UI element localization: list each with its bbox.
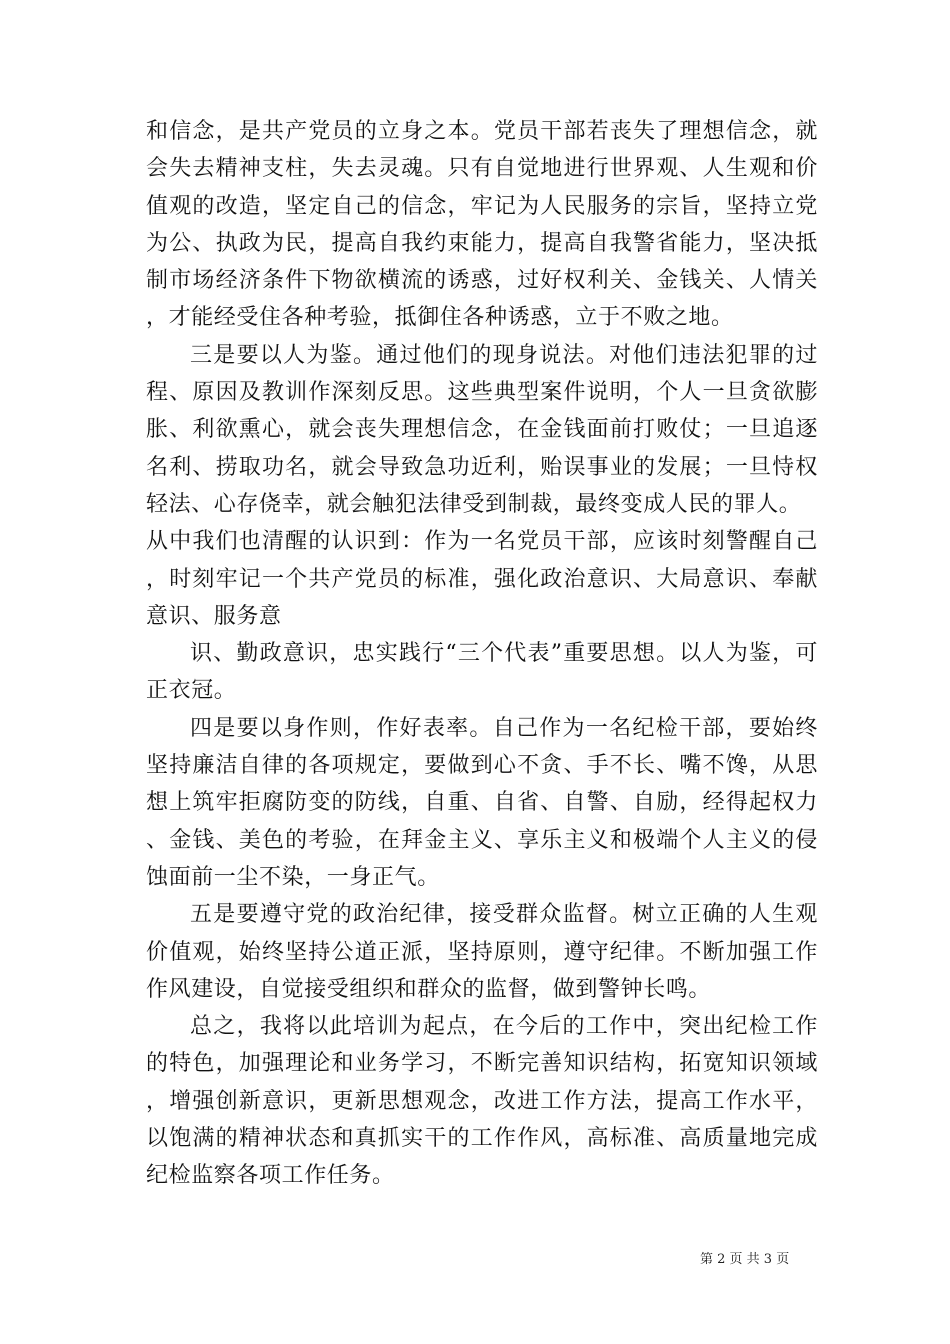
paragraph-set-example: 四是要以身作则，作好表率。自己作为一名纪检干部，要始终坚持廉洁自律的各项规定，要做到心不贪、手不长、嘴不馋，从思想上筑牢拒腐防变的防线，自重、自省、自警、自励，经得起权力、金钱、美色的考验，在拜金主义、享乐主义和极端个人主义的侵蚀面前一尘不染，一身正气。 xyxy=(146,715,818,890)
paragraph-ideals-belief: 和信念，是共产党员的立身之本。党员干部若丧失了理想信念，就会失去精神支柱，失去灵魂。只有自觉地进行世界观、人生观和价值观的改造，坚定自己的信念，牢记为人民服务的宗旨，坚持立党为公、执政为民，提高自我约束能力，提高自我警省能力，坚决抵制市场经济条件下物欲横流的诱惑，过好权利关、金钱关、人情关，才能经受住各种考验，抵御住各种诱惑，立于不败之地。 xyxy=(146,119,818,331)
document-body xyxy=(146,113,818,1195)
paragraph-learn-from-others: 三是要以人为鉴。通过他们的现身说法。对他们违法犯罪的过程、原因及教训作深刻反思。这些典型案件说明，个人一旦贪欲膨胀、利欲熏心，就会丧失理想信念，在金钱面前打败仗；一旦追逐名利、捞取功名，就会导致急功近利，贻误事业的发展；一旦恃权轻法、心存侥幸，就会触犯法律受到制裁，最终变成人民的罪人。 xyxy=(146,342,818,517)
page-number-footer: 第 2 页 共 3 页 xyxy=(700,1252,790,1267)
paragraph-three-represents: 识、勤政意识，忠实践行“三个代表”重要思想。以人为鉴，可正衣冠。 xyxy=(146,641,818,704)
paragraph-awareness: 从中我们也清醒的认识到：作为一名党员干部，应该时刻警醒自己，时刻牢记一个共产党员的标准，强化政治意识、大局意识、奉献意识、服务意 xyxy=(146,529,818,629)
paragraph-conclusion: 总之，我将以此培训为起点，在今后的工作中，突出纪检工作的特色，加强理论和业务学习，不断完善知识结构，拓宽知识领域，增强创新意识，更新思想观念，改进工作方法，提高工作水平，以饱满的精神状态和真抓实干的工作作风，高标准、高质量地完成纪检监察各项工作任务。 xyxy=(146,1014,818,1189)
paragraph-party-discipline: 五是要遵守党的政治纪律，接受群众监督。树立正确的人生观价值观，始终坚持公道正派，坚持原则，遵守纪律。不断加强工作作风建设，自觉接受组织和群众的监督，做到警钟长鸣。 xyxy=(146,902,818,1002)
